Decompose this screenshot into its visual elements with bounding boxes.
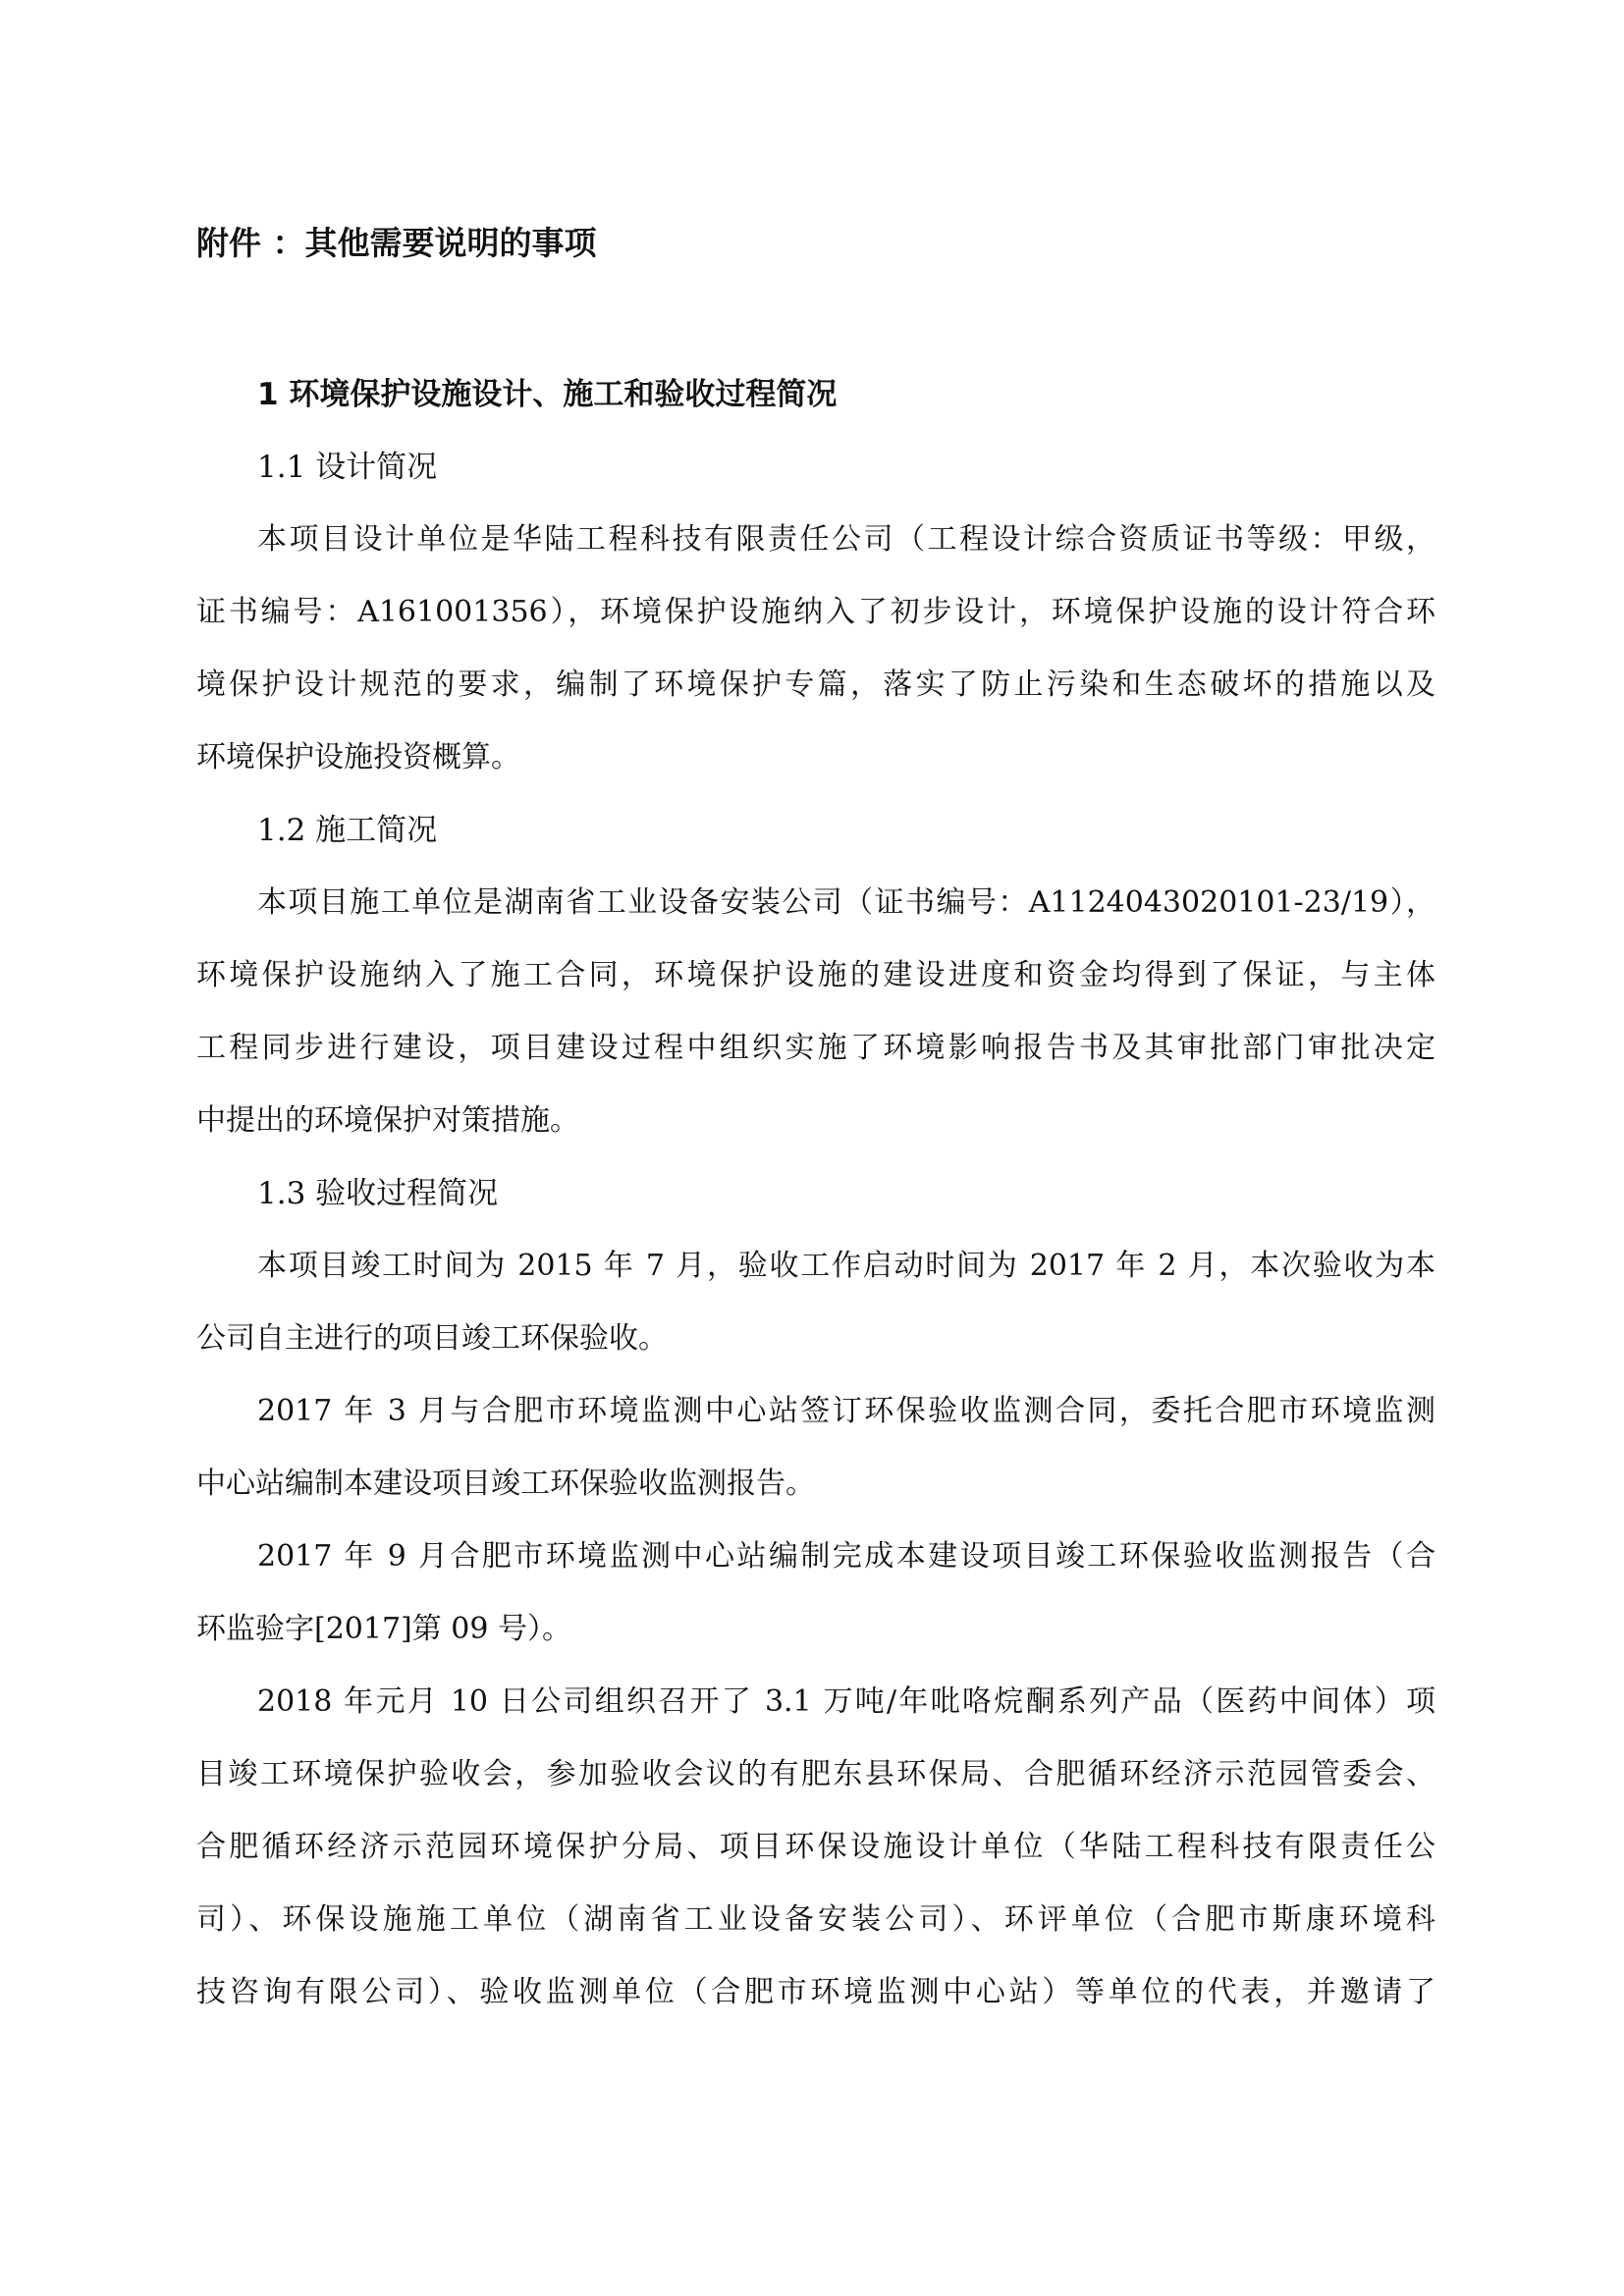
paragraph-line: 司）、环保设施施工单位（湖南省工业设备安装公司）、环评单位（合肥市斯康环境科 (196, 1902, 1435, 1937)
paragraph-line: 中提出的环境保护对策措施。 (196, 1103, 579, 1138)
paragraph-monitoring-contract (196, 1380, 1435, 1516)
paragraph-line: 中心站编制本建设项目竣工环保验收监测报告。 (196, 1467, 815, 1501)
paragraph-line: 证书编号：A161001356），环境保护设施纳入了初步设计，环境保护设施的设计符合环 (196, 595, 1435, 629)
section-heading: 1 环境保护设施设计、施工和验收过程简况 (257, 377, 838, 412)
paragraph-line: 2017 年 9 月合肥市环境监测中心站编制完成本建设项目竣工环保验收监测报告（合 (257, 1539, 1435, 1574)
paragraph-line: 环监验字[2017]第 09 号）。 (196, 1612, 572, 1646)
paragraph-line: 本项目施工单位是湖南省工业设备安装公司（证书编号：A1124043020101-23/19）， (257, 885, 1435, 920)
paragraph-line: 工程同步进行建设，项目建设过程中组织实施了环境影响报告书及其审批部门审批决定 (196, 1031, 1435, 1065)
paragraph-line: 本项目设计单位是华陆工程科技有限责任公司（工程设计综合资质证书等级：甲级， (257, 522, 1435, 557)
subsection-heading-construction: 1.2 施工简况 (257, 813, 438, 848)
paragraph-line: 本项目竣工时间为 2015 年 7 月，验收工作启动时间为 2017 年 2 月，本次验收为本 (257, 1249, 1435, 1283)
paragraph-completion-time (196, 1235, 1435, 1370)
paragraph-construction (196, 872, 1435, 1152)
paragraph-acceptance-meeting (196, 1671, 1435, 2024)
paragraph-monitoring-report (196, 1525, 1435, 1661)
paragraph-line: 目竣工环境保护验收会，参加验收会议的有肥东县环保局、合肥循环经济示范园管委会、 (196, 1757, 1435, 1791)
paragraph-line: 2017 年 3 月与合肥市环境监测中心站签订环保验收监测合同，委托合肥市环境监测 (257, 1394, 1435, 1428)
subsection-heading-acceptance: 1.3 验收过程简况 (257, 1176, 499, 1211)
paragraph-line: 公司自主进行的项目竣工环保验收。 (196, 1321, 668, 1356)
paragraph-design (196, 508, 1435, 789)
paragraph-line: 2018 年元月 10 日公司组织召开了 3.1 万吨/年吡咯烷酮系列产品（医药中间体）项 (257, 1684, 1435, 1719)
paragraph-line: 环境保护设施投资概算。 (196, 740, 520, 774)
paragraph-line: 境保护设计规范的要求，编制了环境保护专篇，落实了防止污染和生态破坏的措施以及 (196, 667, 1435, 702)
paragraph-line: 合肥循环经济示范园环境保护分局、项目环保设施设计单位（华陆工程科技有限责任公 (196, 1830, 1435, 1864)
document-body (196, 363, 1435, 2024)
attachment-title: 附件 ：其他需要说明的事项 (196, 224, 597, 262)
paragraph-line: 环境保护设施纳入了施工合同，环境保护设施的建设进度和资金均得到了保证，与主体 (196, 958, 1435, 992)
subsection-heading-design: 1.1 设计简况 (257, 450, 438, 485)
paragraph-line: 技咨询有限公司）、验收监测单位（合肥市环境监测中心站）等单位的代表，并邀请了 (196, 1975, 1435, 2009)
